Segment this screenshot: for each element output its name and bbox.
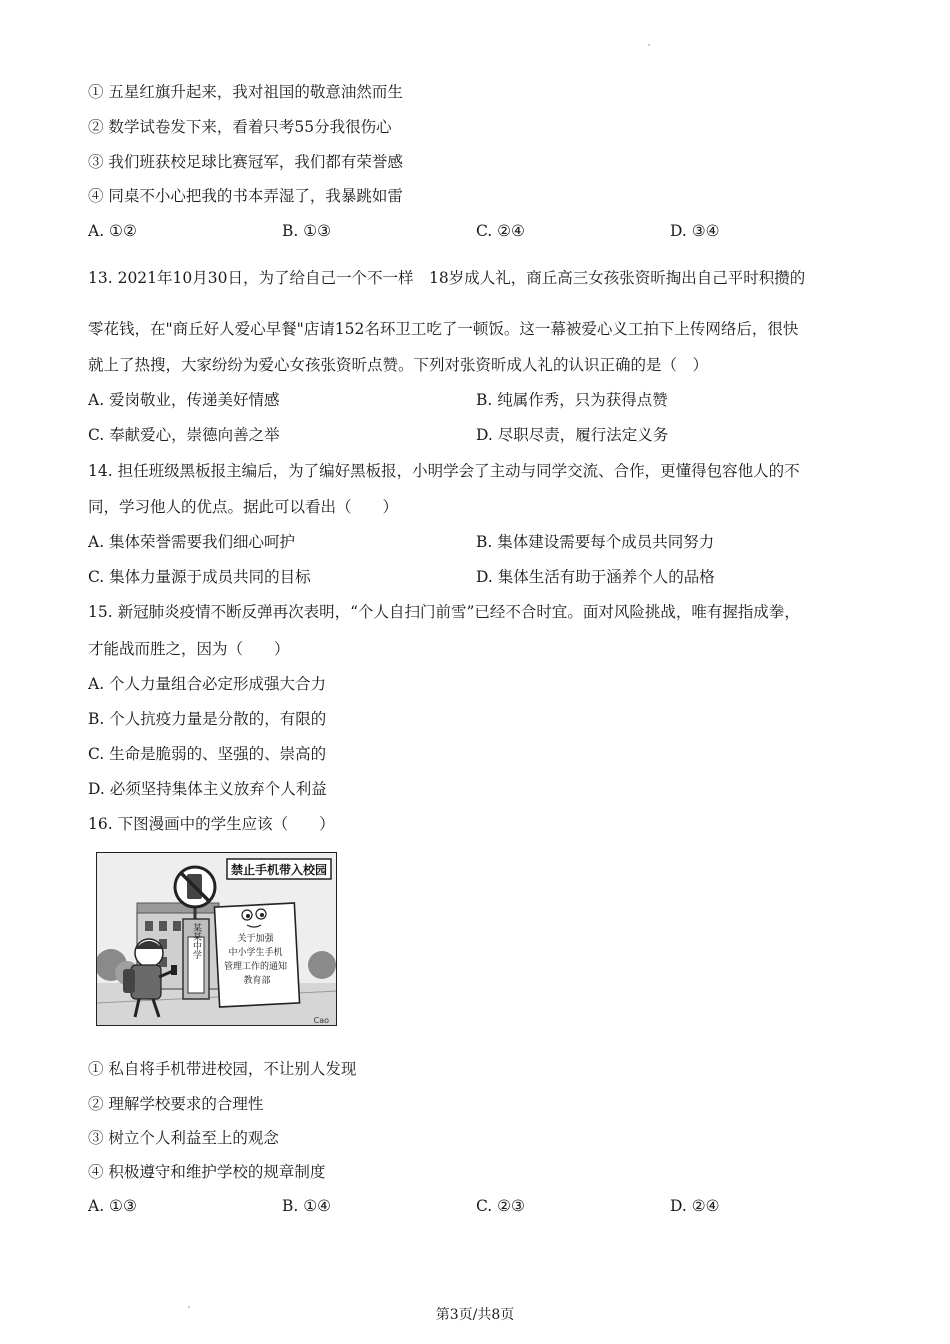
q14-option-d: D. 集体生活有助于涵养个人的品格 [476,568,715,586]
cartoon-notice-line-1: 关于加强 [237,934,274,944]
q16-item-3: ③ 树立个人利益至上的观念 [88,1129,279,1147]
q12-option-a: A. ①② [88,222,137,240]
q14-option-b: B. 集体建设需要每个成员共同努力 [476,533,715,551]
q15-option-a: A. 个人力量组合必定形成强大合力 [88,675,327,693]
cartoon-notice-line-3: 管理工作的通知 [224,962,288,972]
q12-item-1: ① 五星红旗升起来，我对祖国的敬意油然而生 [88,83,403,101]
q15-stem-line-2: 才能战而胜之，因为（ ） [88,640,290,658]
q16-item-4: ④ 积极遵守和维护学校的规章制度 [88,1163,326,1181]
q14-stem-line-2: 同，学习他人的优点。据此可以看出（ ） [88,498,399,516]
scan-dot [648,44,650,46]
cartoon-notice-line-4: 教育部 [243,976,271,986]
q16-stem: 16. 下图漫画中的学生应该（ ） [88,815,335,833]
q16-item-2: ② 理解学校要求的合理性 [88,1095,264,1113]
cartoon-notice-line-2: 中小学生手机 [228,948,283,958]
q13-option-a: A. 爱岗敬业，传递美好情感 [88,391,280,409]
q16-item-1: ① 私自将手机带进校园，不让别人发现 [88,1060,357,1078]
q12-option-d: D. ③④ [670,222,720,240]
q16-option-d: D. ②④ [670,1197,720,1215]
q13-stem-line-3: 就上了热搜，大家纷纷为爱心女孩张资昕点赞。下列对张资昕成人礼的认识正确的是（ ） [88,356,709,374]
q14-stem-line-1: 14. 担任班级黑板报主编后，为了编好黑板报，小明学会了主动与同学交流、合作，更懂得包容他人的不 [88,462,800,480]
q12-item-3: ③ 我们班获校足球比赛冠军，我们都有荣誉感 [88,153,403,171]
cartoon-sign-text: 禁止手机带入校园 [230,863,328,877]
q13-stem-line-2: 零花钱，在"商丘好人爱心早餐"店请152名环卫工吃了一顿饭。这一幕被爱心义工拍下上传网络后，很快 [88,320,799,338]
q16-option-b: B. ①④ [282,1197,332,1215]
q16-option-a: A. ①③ [88,1197,137,1215]
q13-stem-line-1: 13. 2021年10月30日，为了给自己一个不一样 18岁成人礼，商丘高三女孩张资昕掏出自己平时积攒的 [88,269,806,287]
q13-option-c: C. 奉献爱心，崇德向善之举 [88,426,280,444]
q15-option-c: C. 生命是脆弱的、坚强的、崇高的 [88,745,327,763]
q14-option-a: A. 集体荣誉需要我们细心呵护 [88,533,296,551]
q12-item-4: ④ 同桌不小心把我的书本弄湿了，我暴跳如雷 [88,187,403,205]
q15-option-d: D. 必须坚持集体主义放弃个人利益 [88,780,327,798]
cartoon-pillar-text: 某某中学 [191,923,201,959]
q15-stem-line-1: 15. 新冠肺炎疫情不断反弹再次表明，“个人自扫门前雪”已经不合时宜。面对风险挑战，唯有握指成拳， [88,603,800,621]
q12-item-2: ② 数学试卷发下来，看着只考55分我很伤心 [88,118,392,136]
q12-option-c: C. ②④ [476,222,525,240]
page-footer: 第3页/共8页 [435,1307,515,1323]
q13-option-d: D. 尽职尽责，履行法定义务 [476,426,669,444]
q16-option-c: C. ②③ [476,1197,525,1215]
q12-option-b: B. ①③ [282,222,332,240]
q15-option-b: B. 个人抗疫力量是分散的，有限的 [88,710,327,728]
cartoon-image [96,852,337,1026]
cartoon-drawing [97,853,337,1026]
cartoon-signature: Cao [313,1016,329,1025]
q13-option-b: B. 纯属作秀，只为获得点赞 [476,391,668,409]
q14-option-c: C. 集体力量源于成员共同的目标 [88,568,311,586]
